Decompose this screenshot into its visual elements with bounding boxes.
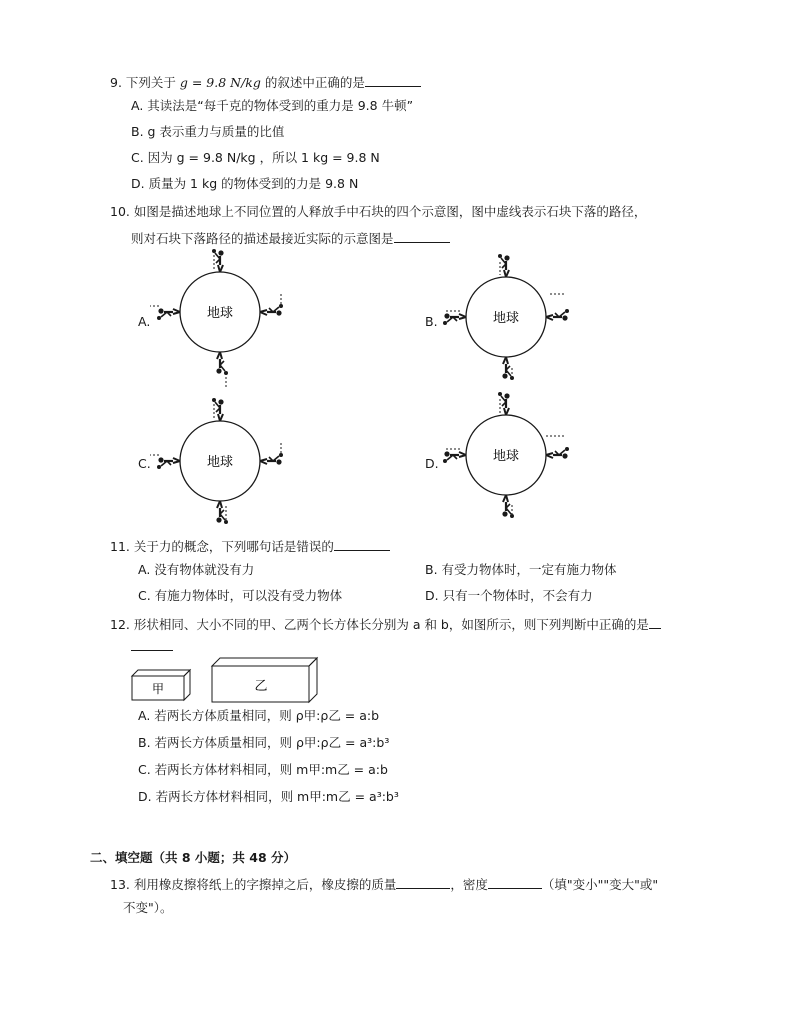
- q12-option-d: D. 若两长方体材料相同，则 m甲:m乙 = a³:b³: [138, 789, 399, 804]
- q12-stem-text: 12. 形状相同、大小不同的甲、乙两个长方体长分别为 a 和 b，如图所示，则下列判断中正确的是: [110, 617, 649, 632]
- answer-blank: [488, 876, 542, 889]
- answer-blank: [649, 616, 661, 629]
- q11-option-d: D. 只有一个物体时，不会有力: [425, 588, 593, 603]
- earth-label: 地球: [206, 455, 234, 470]
- q9-stem-prefix: 9. 下列关于: [110, 75, 180, 90]
- q10-option-c-letter: C.: [138, 456, 151, 471]
- answer-blank: [334, 538, 390, 551]
- boxes-figure: [125, 652, 325, 704]
- earth-label: 地球: [206, 306, 234, 321]
- diagram-a: [150, 249, 283, 388]
- diagram-c: [150, 398, 283, 524]
- q12-option-c: C. 若两长方体材料相同，则 m甲:m乙 = a:b: [138, 762, 388, 777]
- q10-option-a-letter: A.: [138, 314, 151, 329]
- q13-text-c: （填"变小""变大"或": [541, 877, 659, 892]
- q11-option-b: B. 有受力物体时，一定有施力物体: [425, 562, 617, 577]
- box-jia-label: 甲: [151, 682, 165, 696]
- diagram-d: [443, 392, 569, 518]
- q11-stem-text: 11. 关于力的概念，下列哪句话是错误的: [110, 539, 334, 554]
- box-yi: [212, 658, 317, 702]
- earth-label: 地球: [492, 311, 520, 326]
- q10-option-d-letter: D.: [425, 456, 439, 471]
- q10-option-b-letter: B.: [425, 314, 438, 329]
- q9-option-b: B. g 表示重力与质量的比值: [131, 124, 285, 139]
- box-yi-label: 乙: [254, 679, 268, 694]
- q9-stem-math: g = 9.8 N/kg: [179, 75, 261, 90]
- q10-stem-line1: 10. 如图是描述地球上不同位置的人释放手中石块的四个示意图，图中虚线表示石块下落的路径，: [110, 204, 647, 219]
- q9-option-d: D. 质量为 1 kg 的物体受到的力是 9.8 N: [131, 176, 359, 191]
- q13-text-b: ，密度: [450, 877, 488, 892]
- answer-blank-continued: [131, 638, 173, 651]
- q9-option-c: C. 因为 g = 9.8 N/kg ，所以 1 kg = 9.8 N: [131, 150, 380, 165]
- q10-stem-line2-text: 则对石块下落路径的描述最接近实际的示意图是: [131, 231, 394, 246]
- q13-line1: [110, 876, 658, 893]
- earth-label: 地球: [492, 449, 520, 464]
- q13-text-a: 13. 利用橡皮擦将纸上的字擦掉之后，橡皮擦的质量: [110, 877, 397, 892]
- q12-option-b: B. 若两长方体质量相同，则 ρ甲:ρ乙 = a³:b³: [138, 735, 390, 750]
- diagram-b: [443, 254, 569, 380]
- q11-option-a: A. 没有物体就没有力: [138, 562, 255, 577]
- q9-option-a: A. 其读法是“每千克的物体受到的重力是 9.8 牛顿”: [131, 98, 414, 113]
- q12-option-a: A. 若两长方体质量相同，则 ρ甲:ρ乙 = a:b: [138, 708, 380, 723]
- answer-blank: [396, 876, 450, 889]
- q11-option-c: C. 有施力物体时，可以没有受力物体: [138, 588, 343, 603]
- section-heading: 二、填空题（共 8 小题；共 48 分）: [90, 850, 297, 865]
- q12-stem: [110, 616, 661, 633]
- q13-line2: 不变"）。: [123, 900, 173, 915]
- box-jia: [132, 670, 190, 700]
- q9-stem-suffix: 的叙述中正确的是: [260, 75, 365, 90]
- q11-stem: [110, 538, 390, 555]
